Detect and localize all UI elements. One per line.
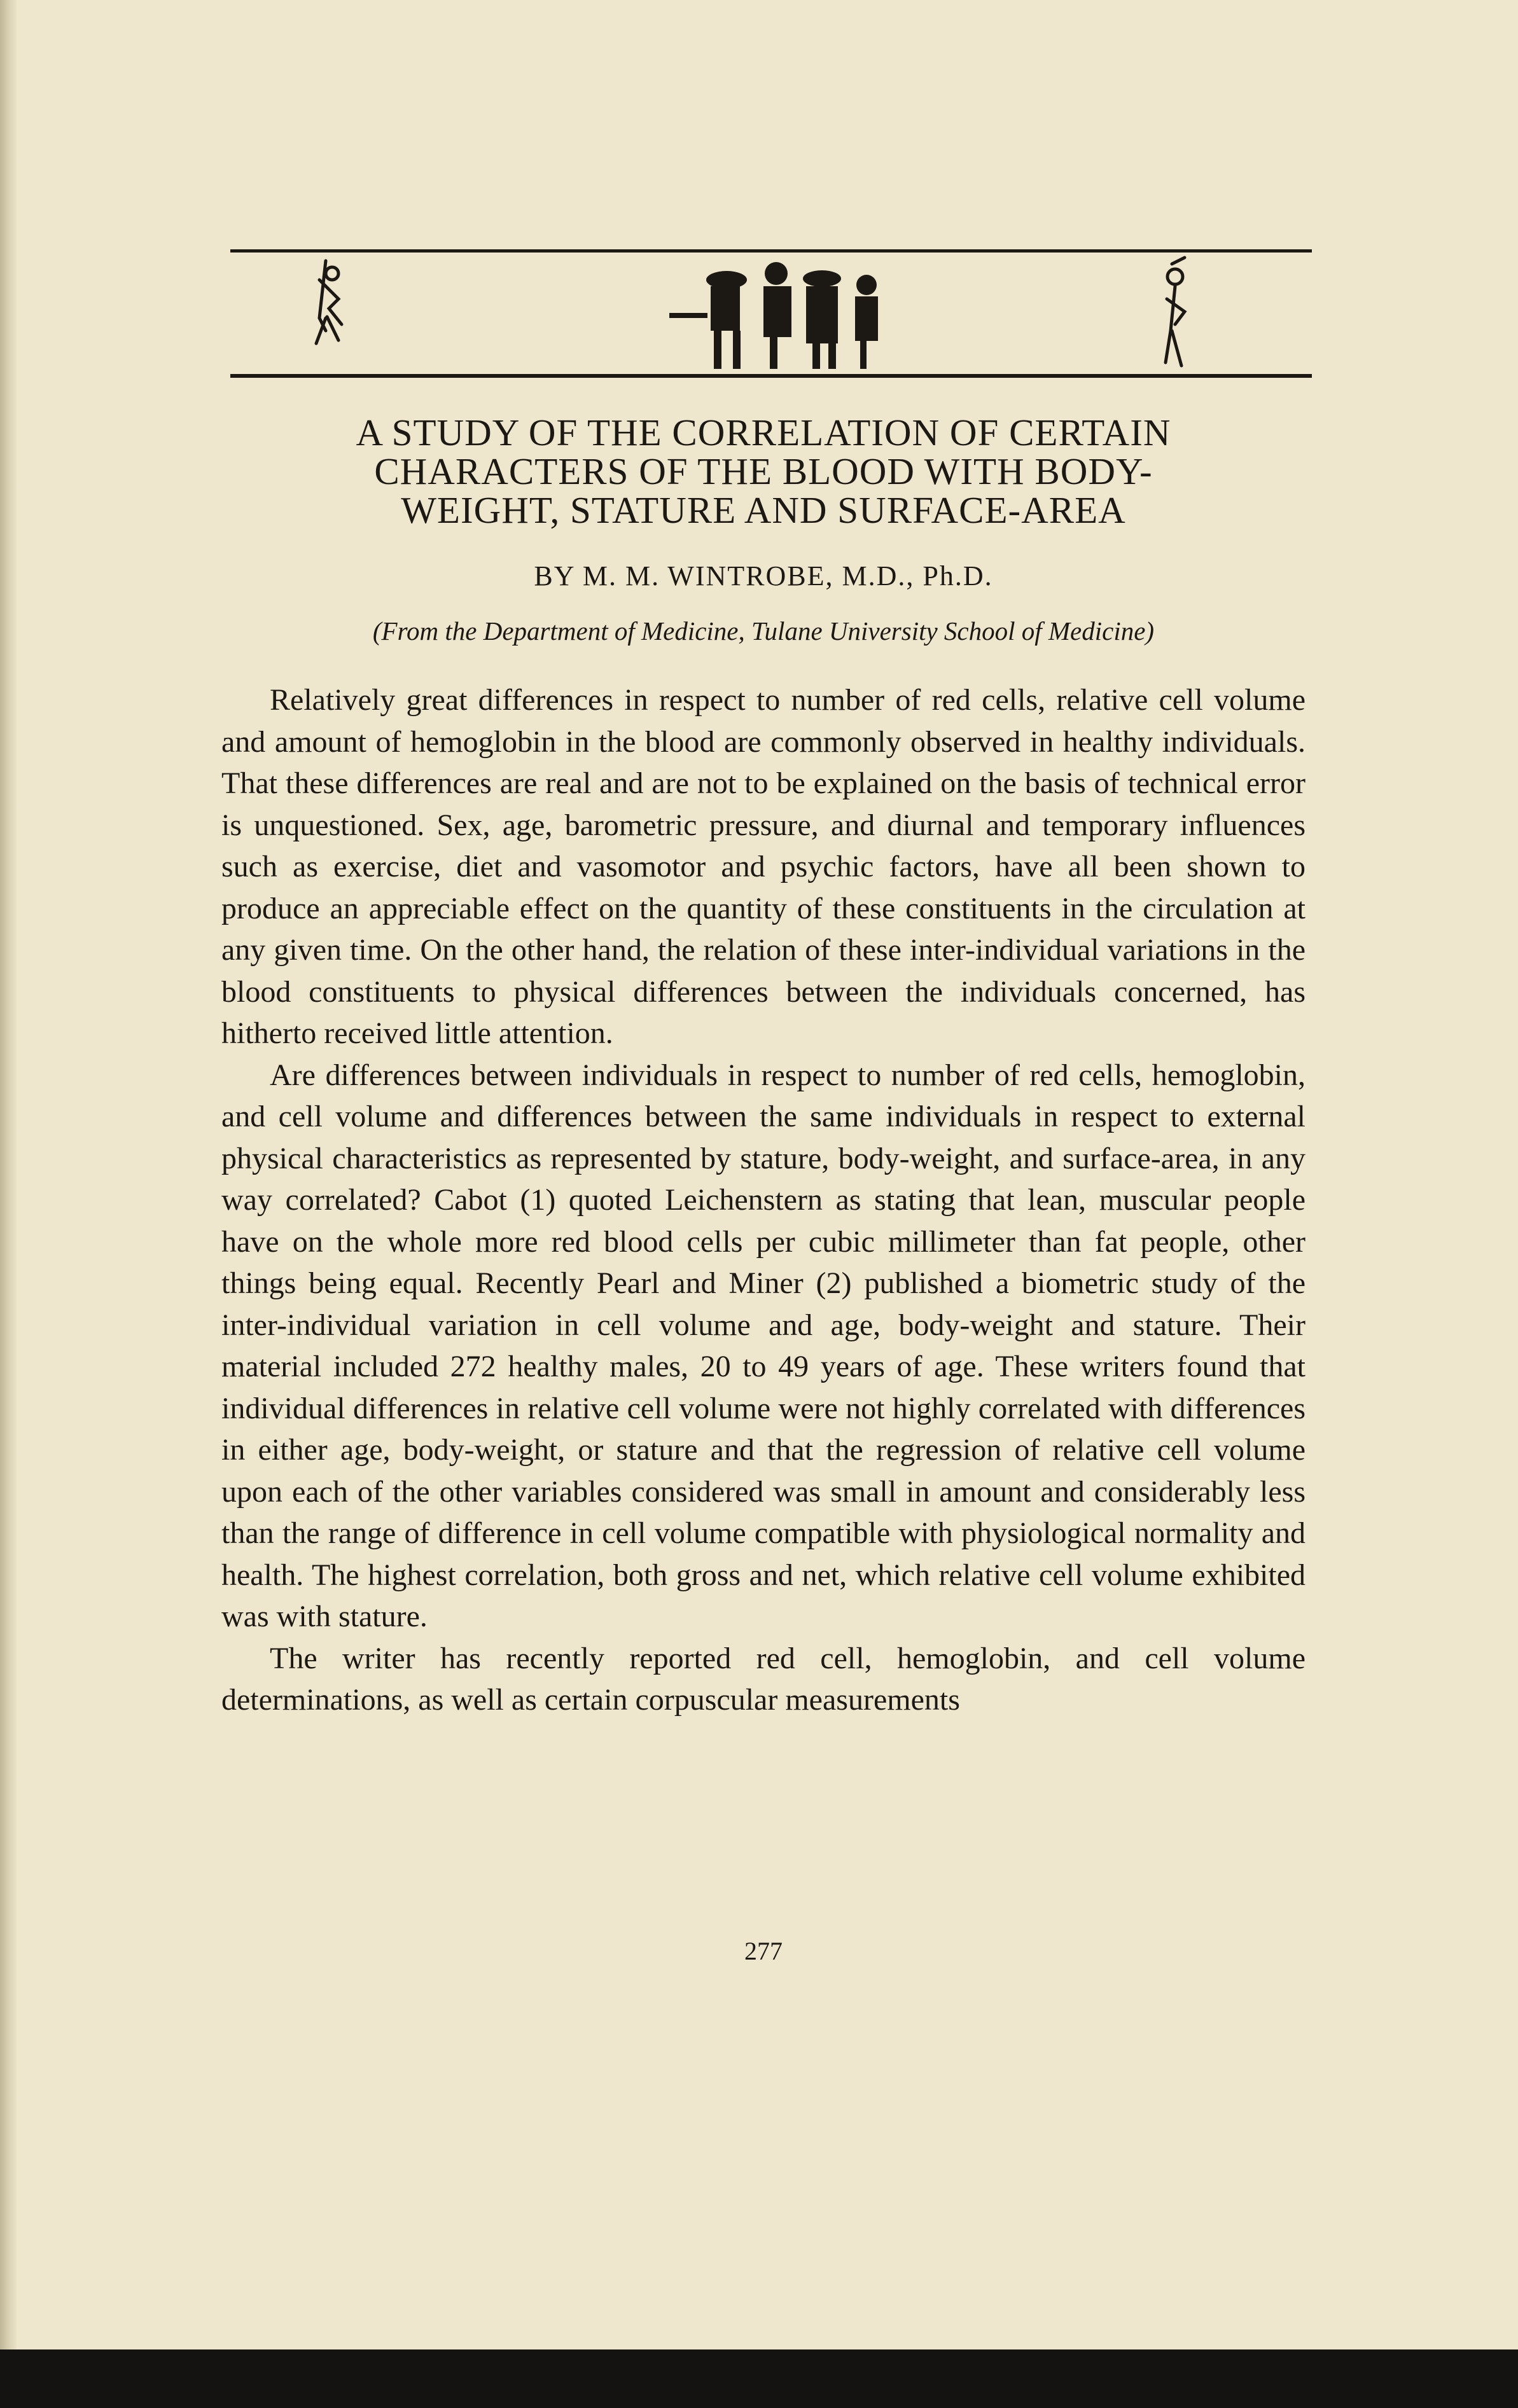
- body-paragraph: The writer has recently reported red cell, hemoglobin, and cell volume determinations, as well as certain corpuscular measurements: [221, 1641, 1306, 1717]
- title-line: WEIGHT, STATURE AND SURFACE-AREA: [401, 489, 1126, 531]
- body-paragraph: Are differences between individuals in respect to number of red cells, hemoglobin, and cell volume and differences between the same individuals in respect to external physical characteristics as represented by stature, body-weight, and surface-area, in any way correlated? Cabot (1) quoted Leichenstern as stating that lean, muscular people have on the whole more red blood cells per cubic millimeter than fat people, other things being equal. Recently Pearl and Miner (2) published a biometric study of the inter-individual variation in cell volume and age, body-weight and stature. Their material included 272 healthy males, 20 to 49 years of age. These writers found that individual differences in relative cell volume were not highly correlated with differences in either age, body-weight, or stature and that the regression of relative cell volume upon each of the other variables considered was small in amount and considerably less than the range of difference in cell volume compatible with physiological normality and health. The highest correlation, both gross and net, which relative cell volume exhibited was with stature.: [221, 1058, 1306, 1633]
- article-body: [221, 679, 1306, 1721]
- headpiece-top-rule: [230, 249, 1312, 253]
- left-figure-icon: [316, 261, 342, 343]
- title-line: A STUDY OF THE CORRELATION OF CERTAIN: [356, 412, 1171, 453]
- body-paragraph: Relatively great differences in respect to number of red cells, relative cell volume and amount of hemoglobin in the blood are commonly observed in healthy individuals. That these differences are real and are not to be explained on the basis of technical error is unquestioned. Sex, age, barometric pressure, and diurnal and temporary influences such as exercise, diet and vasomotor and psychic factors, have all been shown to produce an appreciable effect on the quantity of these constituents in the circulation at any given time. On the other hand, the relation of these inter-individual variations in the blood constituents to physical differences between the individuals concerned, has hitherto received little attention.: [221, 683, 1306, 1050]
- article-title: [191, 413, 1336, 530]
- page-number: 277: [744, 1937, 783, 1965]
- title-line: CHARACTERS OF THE BLOOD WITH BODY-: [374, 450, 1153, 492]
- right-figure-icon: [1166, 258, 1185, 366]
- affiliation: (From the Department of Medicine, Tulane University School of Medicine): [372, 616, 1155, 646]
- headpiece-ornament: [230, 242, 1312, 389]
- central-figures-icon: [669, 262, 878, 369]
- headpiece-bottom-rule: [230, 374, 1312, 378]
- author-byline: BY M. M. WINTROBE, M.D., Ph.D.: [534, 560, 993, 592]
- scan-bottom-edge: [0, 2349, 1518, 2408]
- binding-edge: [0, 0, 17, 2408]
